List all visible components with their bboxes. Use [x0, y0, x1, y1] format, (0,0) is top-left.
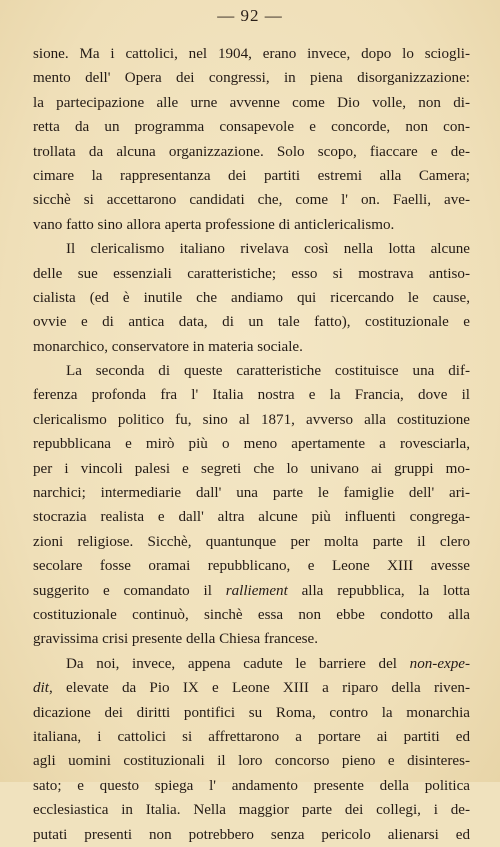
text-line: stocrazia realista e dall' altra alcune più influenti congrega-	[33, 509, 470, 526]
text-line: trollata da alcuna organizzazione. Solo scopo, fiaccare e de-	[33, 143, 470, 160]
text-line: costituzionale continuò, sinchè essa non ebbe condotto alla	[33, 606, 470, 623]
text-line: monarchico, conservatore in materia sociale.	[33, 338, 303, 355]
text-line: zioni religiose. Sicchè, quantunque per molta parte il clero	[33, 533, 470, 550]
text-line: suggerito e comandato il ralliement alla repubblica, la lotta	[33, 582, 470, 599]
text-line: Da noi, invece, appena cadute le barriere del non-expe-	[66, 655, 470, 672]
text-line: vano fatto sino allora aperta professione di anticlericalismo.	[33, 216, 395, 233]
text-line: italiana, i cattolici si affrettarono a portare ai partiti ed	[33, 728, 470, 745]
text-line: ecclesiastica in Italia. Nella maggior parte dei collegi, i de-	[33, 802, 470, 819]
text-line: narchici; intermediarie dall' una parte le famiglie dell' ari-	[33, 485, 470, 502]
text-line: secolare fosse oramai repubblicano, e Leone XIII avesse	[33, 558, 470, 575]
text-line: sato; e questo spiega l' andamento presente della politica	[33, 777, 470, 794]
text-line: delle sue essenziali caratteristiche; esso si mostrava antiso-	[33, 265, 470, 282]
text-line: agli uomini costituzionali il loro concorso pieno e disinteres-	[33, 753, 470, 770]
text-line: gravissima crisi presente della Chiesa francese.	[33, 631, 318, 648]
page-number-header: — 92 —	[217, 6, 283, 25]
body-text	[33, 42, 470, 847]
text-line: cimare la rappresentanza dei partiti estremi alla Camera;	[33, 167, 470, 184]
text-line: dit, elevate da Pio IX e Leone XIII a riparo della riven-	[33, 680, 470, 697]
text-line: mento dell' Opera dei congressi, in piena disorganizzazione:	[33, 70, 470, 87]
text-line: Il clericalismo italiano rivelava così nella lotta alcune	[66, 241, 470, 258]
text-line: dicazione dei diritti pontifici su Roma, contro la monarchia	[33, 704, 470, 721]
text-line: cialista (ed è inutile che andiamo qui ricercando le cause,	[33, 289, 470, 306]
text-line: putati presenti non potrebbero senza pericolo alienarsi ed	[33, 826, 470, 843]
text-line: sicchè si accettarono candidati che, come l' on. Faelli, ave-	[33, 192, 470, 209]
text-line: per i vincoli palesi e segreti che lo univano ai gruppi mo-	[33, 460, 470, 477]
text-line: repubblicana e mirò più o meno apertamente a rovesciarla,	[33, 436, 470, 453]
text-line: clericalismo politico fu, sino al 1871, avverso alla costituzione	[33, 411, 470, 428]
text-line: retta da un programma consapevole e concorde, non con-	[33, 119, 470, 136]
text-line: sione. Ma i cattolici, nel 1904, erano invece, dopo lo sciogli-	[33, 46, 470, 62]
text-line: ovvie e di antica data, di un tale fatto), costituzionale e	[33, 314, 470, 331]
text-line: ferenza profonda fra l' Italia nostra e la Francia, dove il	[33, 387, 470, 404]
text-line: la partecipazione alle urne avvenne come Dio volle, non di-	[33, 94, 470, 111]
text-line: La seconda di queste caratteristiche costituisce una dif-	[66, 363, 470, 380]
